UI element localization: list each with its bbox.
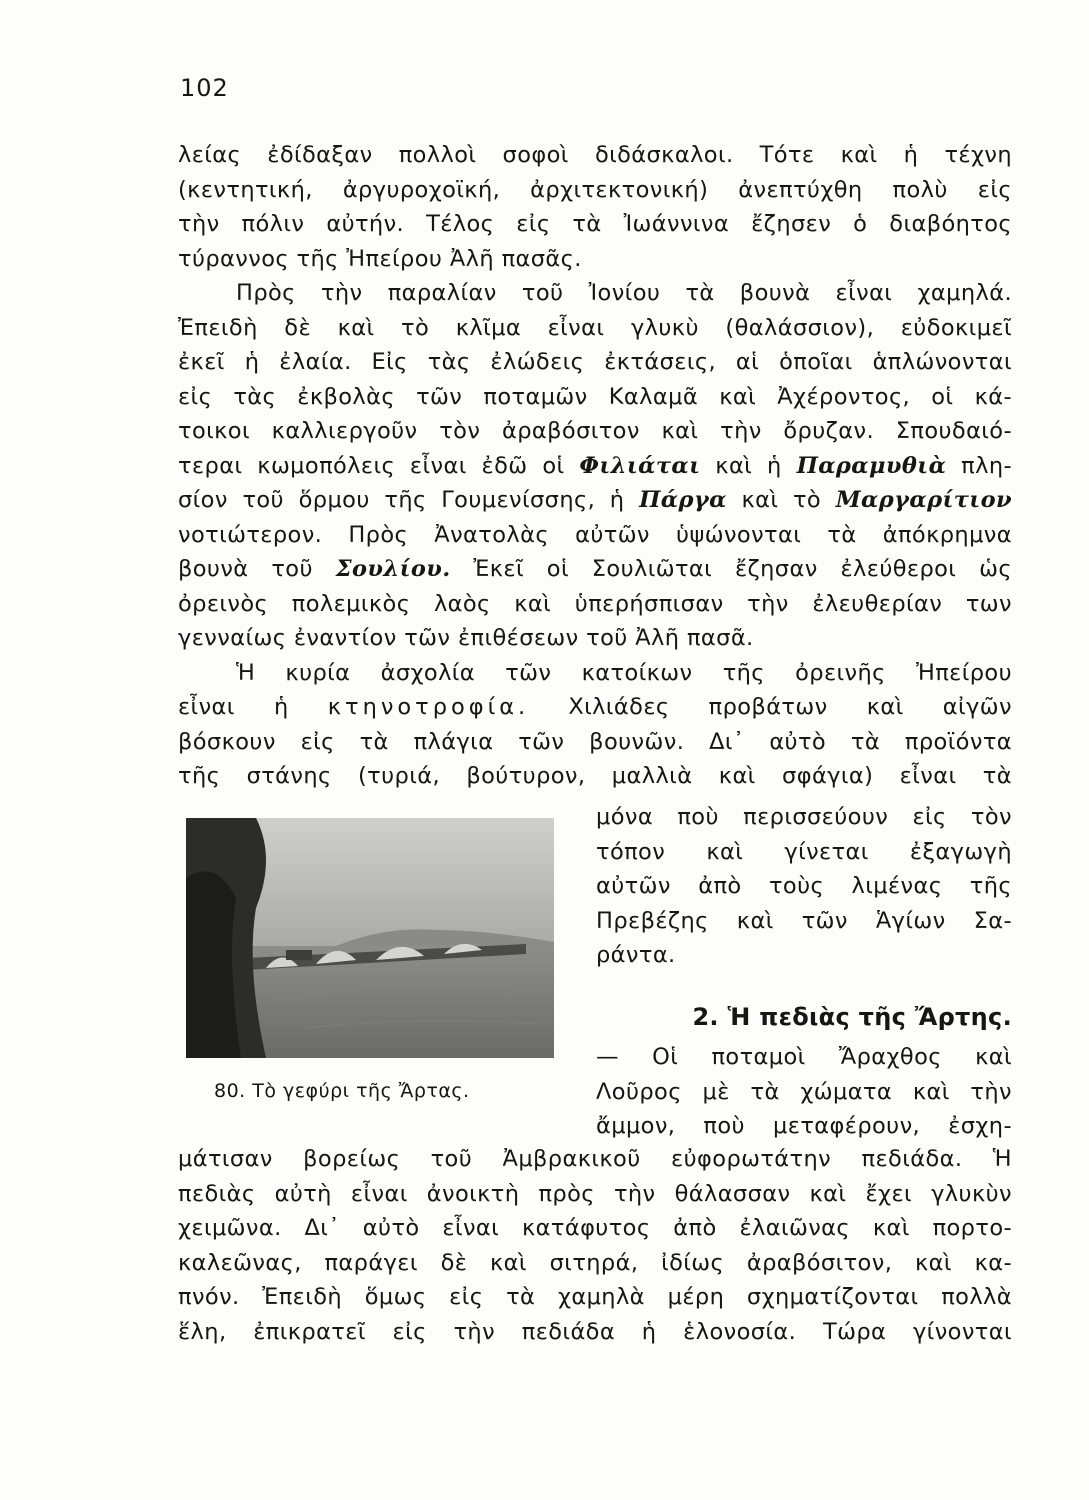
text-line: τὴν πόλιν αὐτήν. Τέλος εἰς τὰ Ἰωάννινα ἔζησεν ὁ διαβόητος (178, 211, 1012, 237)
text-line: τύραννος τῆς Ἠπείρου Ἀλῆ πασᾶς. (178, 245, 582, 272)
text-line: — Οἱ ποταμοὶ Ἄραχθος καὶ (596, 1044, 1012, 1070)
text-line: πεδιὰς αὐτὴ εἶναι ἀνοικτὴ πρὸς τὴν θάλασσαν καὶ ἔχει γλυκὺν (178, 1180, 1012, 1207)
text-run: καὶ ἡ (715, 452, 782, 479)
paragraph-bottom (178, 1142, 1012, 1349)
emphasized-term: κτηνοτροφία. (327, 694, 530, 720)
text-run: σίον τοῦ ὅρμου τῆς Γουμενίσσης, ἡ (178, 487, 625, 513)
text-run: τεραι κωμοπόλεις εἶναι ἐδῶ οἱ (178, 452, 565, 479)
text-line: γενναίως ἐναντίον τῶν ἐπιθέσεων τοῦ Ἀλῆ πασᾶ. (178, 625, 754, 651)
text-line: χειμῶνα. Δι᾿ αὐτὸ εἶναι κατάφυτος ἀπὸ ἐλαιῶνας καὶ πορτο- (178, 1215, 1012, 1241)
text-line: (κεντητική, ἀργυροχοϊκή, ἀρχιτεκτονική) ἀνεπτύχθη πολὺ εἰς (178, 176, 1012, 203)
text-line: ἄμμον, ποὺ μεταφέρουν, ἐσχη- (596, 1113, 1012, 1139)
text-line: Πρὸς τὴν παραλίαν τοῦ Ἰονίου τὰ βουνὰ εἶναι χαμηλά. (236, 280, 1012, 306)
text-line: λείας ἐδίδαξαν πολλοὶ σοφοὶ διδάσκαλοι. Τότε καὶ ἡ τέχνη (178, 142, 1012, 168)
text-line: μόνα ποὺ περισσεύουν εἰς τὸν (596, 804, 1012, 830)
text-line: μάτισαν βορείως τοῦ Ἀμβρακικοῦ εὐφορωτάτην πεδιάδα. Ἡ (178, 1146, 1012, 1172)
text-line: νοτιώτερον. Πρὸς Ἀνατολὰς αὐτῶν ὑψώνονται τὰ ἀπόκρημνα (178, 521, 1012, 548)
text-line: τοικοι καλλιεργοῦν τὸν ἀραβόσιτον καὶ τὴν ὄρυζαν. Σπουδαιό- (178, 418, 1012, 444)
place-name-parga: Πάργα (639, 487, 727, 513)
text-line-mixed (178, 483, 1012, 518)
text-line: ὀρεινὸς πολεμικὸς λαὸς καὶ ὑπερήσπισαν τὴν ἐλευθερίαν των (178, 590, 1012, 617)
text-line: αὐτῶν ἀπὸ τοὺς λιμένας τῆς (596, 873, 1012, 899)
place-name-souli: Σουλίου. (335, 556, 451, 582)
page-number: 102 (180, 74, 229, 102)
text-run: Χιλιάδες προβάτων καὶ αἰγῶν (568, 694, 1012, 720)
paragraph-right (596, 800, 1012, 973)
text-line-mixed (178, 690, 1012, 725)
text-line: εἰς τὰς ἐκβολὰς τῶν ποταμῶν Καλαμᾶ καὶ Ἀχέροντος, οἱ κά- (178, 383, 1012, 410)
text-line: ἕλη, ἐπικρατεῖ εἰς τὴν πεδιάδα ἡ ἑλονοσία. Τώρα γίνονται (178, 1318, 1012, 1345)
place-name-filiates: Φιλιάται (579, 452, 701, 479)
paragraph-section (596, 1040, 1012, 1144)
text-line: ἐκεῖ ἡ ἐλαία. Εἰς τὰς ἐλώδεις ἐκτάσεις, αἱ ὁποῖαι ἁπλώνονται (178, 349, 1012, 375)
text-run: καὶ τὸ (741, 487, 822, 513)
text-line: πνόν. Ἐπειδὴ ὅμως εἰς τὰ χαμηλὰ μέρη σχηματίζονται πολλὰ (178, 1284, 1012, 1310)
bridge-photo (186, 818, 554, 1058)
text-line-mixed (178, 449, 1012, 484)
text-line: Πρεβέζης καὶ τῶν Ἁγίων Σα- (596, 907, 1012, 934)
text-line: Ἐπειδὴ δὲ καὶ τὸ κλῖμα εἶναι γλυκὺ (θαλάσσιον), εὐδοκιμεῖ (178, 314, 1012, 341)
text-line: βόσκουν εἰς τὰ πλάγια τῶν βουνῶν. Δι᾿ αὐτὸ τὰ προϊόντα (178, 728, 1012, 755)
text-run: Ἐκεῖ οἱ Σουλιῶται ἔζησαν ἐλεύθεροι ὡς (473, 556, 1012, 582)
bridge-photo-drawing (186, 818, 554, 1058)
text-line: τόπον καὶ γίνεται ἐξαγωγὴ (596, 838, 1012, 865)
text-line: καλεῶνας, παράγει δὲ καὶ σιτηρά, ἰδίως ἀραβόσιτον, καὶ κα- (178, 1249, 1012, 1276)
place-name-paramythia: Παραμυθιὰ (796, 452, 947, 479)
figure-caption: 80. Τὸ γεφύρι τῆς Ἄρτας. (214, 1080, 470, 1102)
text-run: πλη- (961, 452, 1013, 479)
section-heading: 2. Ἡ πεδιὰς τῆς Ἄρτης. (692, 1003, 1012, 1031)
paragraph-top (178, 138, 1012, 794)
text-line: ράντα. (596, 942, 676, 968)
text-run: βουνὰ τοῦ (178, 556, 313, 582)
text-line-mixed (178, 552, 1012, 587)
text-run: εἶναι ἡ (178, 694, 289, 720)
place-name-margaritio: Μαργαρίτιον (835, 487, 1012, 513)
text-line: τῆς στάνης (τυριά, βούτυρον, μαλλιὰ καὶ σφάγια) εἶναι τὰ (178, 763, 1012, 789)
text-line: Λοῦρος μὲ τὰ χώματα καὶ τὴν (596, 1078, 1012, 1105)
text-line: Ἡ κυρία ἀσχολία τῶν κατοίκων τῆς ὀρεινῆς Ἠπείρου (236, 659, 1012, 686)
